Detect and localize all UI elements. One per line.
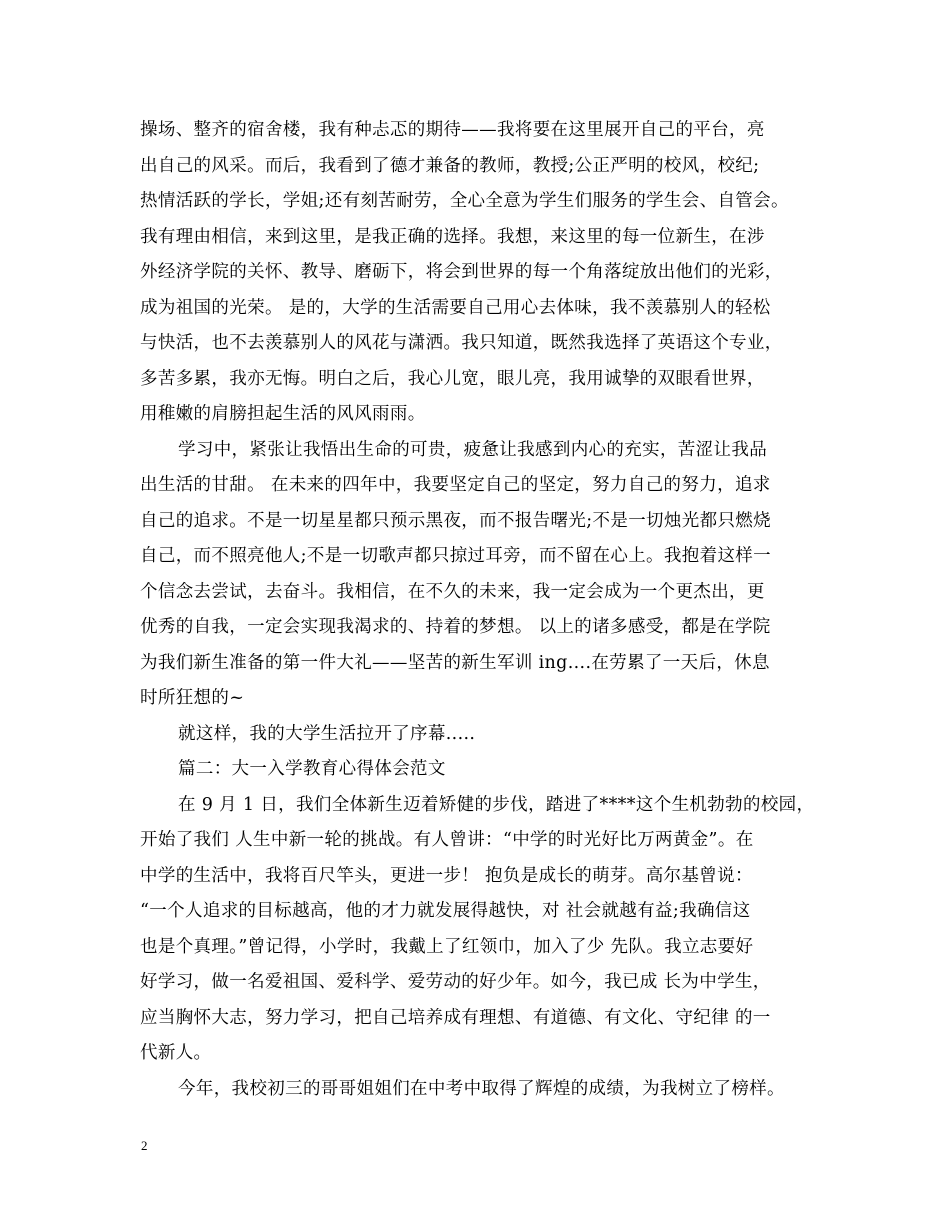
text-line: 优秀的自我，一定会实现我渴求的、持着的梦想。 以上的诸多感受，都是在学院 <box>140 617 771 637</box>
text-line: 成为祖国的光荣。 是的，大学的生活需要自己用心去体味，我不羡慕别人的轻松 <box>140 297 771 318</box>
text-line: 应当胸怀大志，努力学习，把自己培养成有理想、有道德、有文化、守纪律 的一 <box>140 1007 771 1028</box>
text-line: 代新人。 <box>140 1043 212 1063</box>
text-line: 多苦多累，我亦无悔。明白之后，我心儿宽，眼儿亮，我用诚挚的双眼看世界， <box>140 368 765 389</box>
text-line: 出生活的甘甜。 在未来的四年中，我要坚定自己的坚定，努力自己的努力，追求 <box>140 475 771 495</box>
text-line: 操场、整齐的宿舍楼，我有种忐忑的期待——我将要在这里展开自己的平台，亮 <box>140 120 765 140</box>
text-line: 自己的追求。不是一切星星都只预示黑夜，而不报告曙光;不是一切烛光都只燃烧 <box>140 510 771 531</box>
text-line: 篇二：大一入学教育心得体会范文 <box>178 759 446 779</box>
text-line: 为我们新生准备的第一件大礼——坚苦的新生军训 ing....在劳累了一天后，休息 <box>140 652 770 673</box>
text-line: 热情活跃的学长，学姐;还有刻苦耐劳，全心全意为学生们服务的学生会、自管会。 <box>140 191 789 211</box>
text-line: 外经济学院的关怀、教导、磨砺下，将会到世界的每一个角落绽放出他们的光彩， <box>140 262 783 282</box>
text-line: 好学习，做一名爱祖国、爱科学、爱劳动的好少年。如今，我已成 长为中学生， <box>140 972 771 992</box>
page-number: 2 <box>141 1138 148 1153</box>
text-line: 与快活，也不去羡慕别人的风花与潇洒。我只知道，既然我选择了英语这个专业， <box>140 333 783 353</box>
text-line: 时所狂想的~ <box>140 688 245 708</box>
text-line: 自己，而不照亮他人;不是一切歌声都只掠过耳旁，而不留在心上。我抱着这样一 <box>140 546 771 566</box>
text-line: 学习中，紧张让我悟出生命的可贵，疲惫让我感到内心的充实，苦涩让我品 <box>178 439 768 460</box>
body-text <box>140 113 820 1107</box>
text-line: 出自己的风采。而后，我看到了德才兼备的教师，教授;公正严明的校风，校纪; <box>140 155 760 176</box>
text-line: “一个人追求的目标越高，他的才力就发展得越快，对 社会就越有益;我确信这 <box>140 901 751 921</box>
text-line: 也是个真理。”曾记得，小学时，我戴上了红领巾，加入了少 先队。我立志要好 <box>140 936 754 957</box>
text-line: 个信念去尝试，去奋斗。我相信，在不久的未来，我一定会成为一个更杰出，更 <box>140 581 765 602</box>
text-line: 开始了我们 人生中新一轮的挑战。有人曾讲：“中学的时光好比万两黄金”。在 <box>140 830 754 850</box>
text-line: 我有理由相信，来到这里，是我正确的选择。我想，来这里的每一位新生，在涉 <box>140 226 765 247</box>
text-line: 今年，我校初三的哥哥姐姐们在中考中取得了辉煌的成绩，为我树立了榜样。 <box>178 1078 785 1099</box>
text-line: 在 9 月 1 日，我们全体新生迈着矫健的步伐，踏进了****这个生机勃勃的校园， <box>178 794 815 815</box>
text-line: 就这样，我的大学生活拉开了序幕..... <box>178 723 476 744</box>
text-line: 用稚嫩的肩膀担起生活的风风雨雨。 <box>140 404 426 424</box>
text-line: 中学的生活中，我将百尺竿头，更进一步！ 抱负是成长的萌芽。高尔基曾说： <box>140 865 753 886</box>
